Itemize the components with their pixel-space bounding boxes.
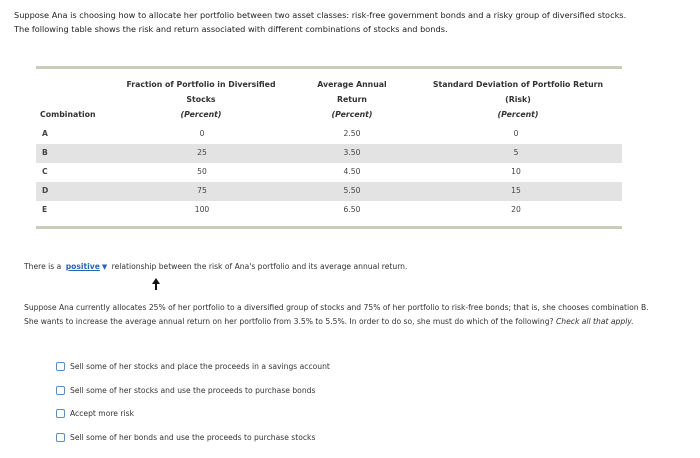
- cell-fraction: 100: [194, 205, 210, 214]
- cell-combination: B: [42, 148, 48, 157]
- header-sd-unit: (Percent): [497, 110, 539, 119]
- header-fraction-line2: Stocks: [186, 95, 216, 104]
- cell-return: 2.50: [343, 129, 361, 138]
- table-row: [36, 182, 622, 201]
- option-accept-more-risk[interactable]: [56, 409, 134, 418]
- header-combination: Combination: [40, 110, 96, 119]
- option-label: Accept more risk: [70, 409, 134, 418]
- cell-sd: 20: [511, 205, 521, 214]
- dropdown-caret-icon: ▼: [101, 263, 108, 271]
- intro-line-2: The following table shows the risk and return associated with different combinations of stocks and bonds.: [14, 24, 448, 34]
- relationship-suffix: relationship between the risk of Ana's portfolio and its average annual return.: [111, 262, 408, 271]
- question-instruction: Check all that apply.: [556, 317, 634, 326]
- header-sd: [420, 77, 616, 122]
- option-label: Sell some of her bonds and use the proceeds to purchase stocks: [70, 433, 316, 442]
- header-fraction: [114, 77, 288, 122]
- cell-combination: A: [42, 129, 48, 138]
- table-row: [36, 201, 622, 220]
- relationship-dropdown-value: positive: [65, 262, 100, 271]
- table-row: [36, 163, 622, 182]
- cell-return: 6.50: [343, 205, 361, 214]
- cell-combination: E: [42, 205, 48, 214]
- header-return-line2: Return: [337, 95, 367, 104]
- portfolio-table: [36, 66, 622, 229]
- relationship-sentence: [24, 262, 407, 271]
- option-label: Sell some of her stocks and place the proceeds in a savings account: [70, 362, 330, 371]
- question-body: Suppose Ana currently allocates 25% of her portfolio to a diversified group of stocks and 75% of her portfolio to risk-free bonds; that is, she chooses combination B. She wants to increase the average annual return on her portfolio from 3.5% to 5.5%. In order to do so, she must do which of the following?: [24, 303, 649, 326]
- cell-return: 5.50: [343, 186, 361, 195]
- checkbox[interactable]: [56, 362, 65, 371]
- cell-fraction: 0: [199, 129, 205, 138]
- header-sd-line2: (Risk): [505, 95, 531, 104]
- cell-fraction: 75: [197, 186, 207, 195]
- header-fraction-unit: (Percent): [180, 110, 222, 119]
- checkbox[interactable]: [56, 386, 65, 395]
- checkbox[interactable]: [56, 409, 65, 418]
- cell-combination: D: [42, 186, 49, 195]
- table-row: [36, 144, 622, 163]
- cell-sd: 10: [511, 167, 521, 176]
- table-header: [36, 69, 622, 125]
- relationship-dropdown[interactable]: [66, 262, 108, 271]
- header-fraction-line1: Fraction of Portfolio in Diversified: [126, 80, 276, 89]
- header-return: [300, 77, 404, 122]
- question-text: [24, 301, 654, 329]
- header-sd-line1: Standard Deviation of Portfolio Return: [432, 80, 604, 89]
- cell-return: 3.50: [343, 148, 361, 157]
- table-row: [36, 125, 622, 144]
- intro-line-1: Suppose Ana is choosing how to allocate her portfolio between two asset classes: risk-free government bonds and a risky group of diversified stocks.: [14, 10, 627, 20]
- header-return-unit: (Percent): [331, 110, 373, 119]
- option-sell-stocks-savings[interactable]: [56, 362, 330, 371]
- cell-sd: 0: [513, 129, 519, 138]
- cell-fraction: 50: [197, 167, 207, 176]
- cell-sd: 5: [513, 148, 519, 157]
- option-sell-stocks-buy-bonds[interactable]: [56, 386, 315, 395]
- header-return-line1: Average Annual: [317, 80, 387, 89]
- relationship-prefix: There is a: [24, 262, 62, 271]
- intro-text: [14, 8, 690, 36]
- table-bottom-rule: [36, 226, 622, 229]
- cell-return: 4.50: [343, 167, 361, 176]
- cell-fraction: 25: [197, 148, 207, 157]
- mouse-pointer-icon: [152, 278, 160, 290]
- cell-combination: C: [42, 167, 48, 176]
- checkbox[interactable]: [56, 433, 65, 442]
- option-sell-bonds-buy-stocks[interactable]: [56, 433, 315, 442]
- cell-sd: 15: [511, 186, 521, 195]
- option-label: Sell some of her stocks and use the proceeds to purchase bonds: [70, 386, 316, 395]
